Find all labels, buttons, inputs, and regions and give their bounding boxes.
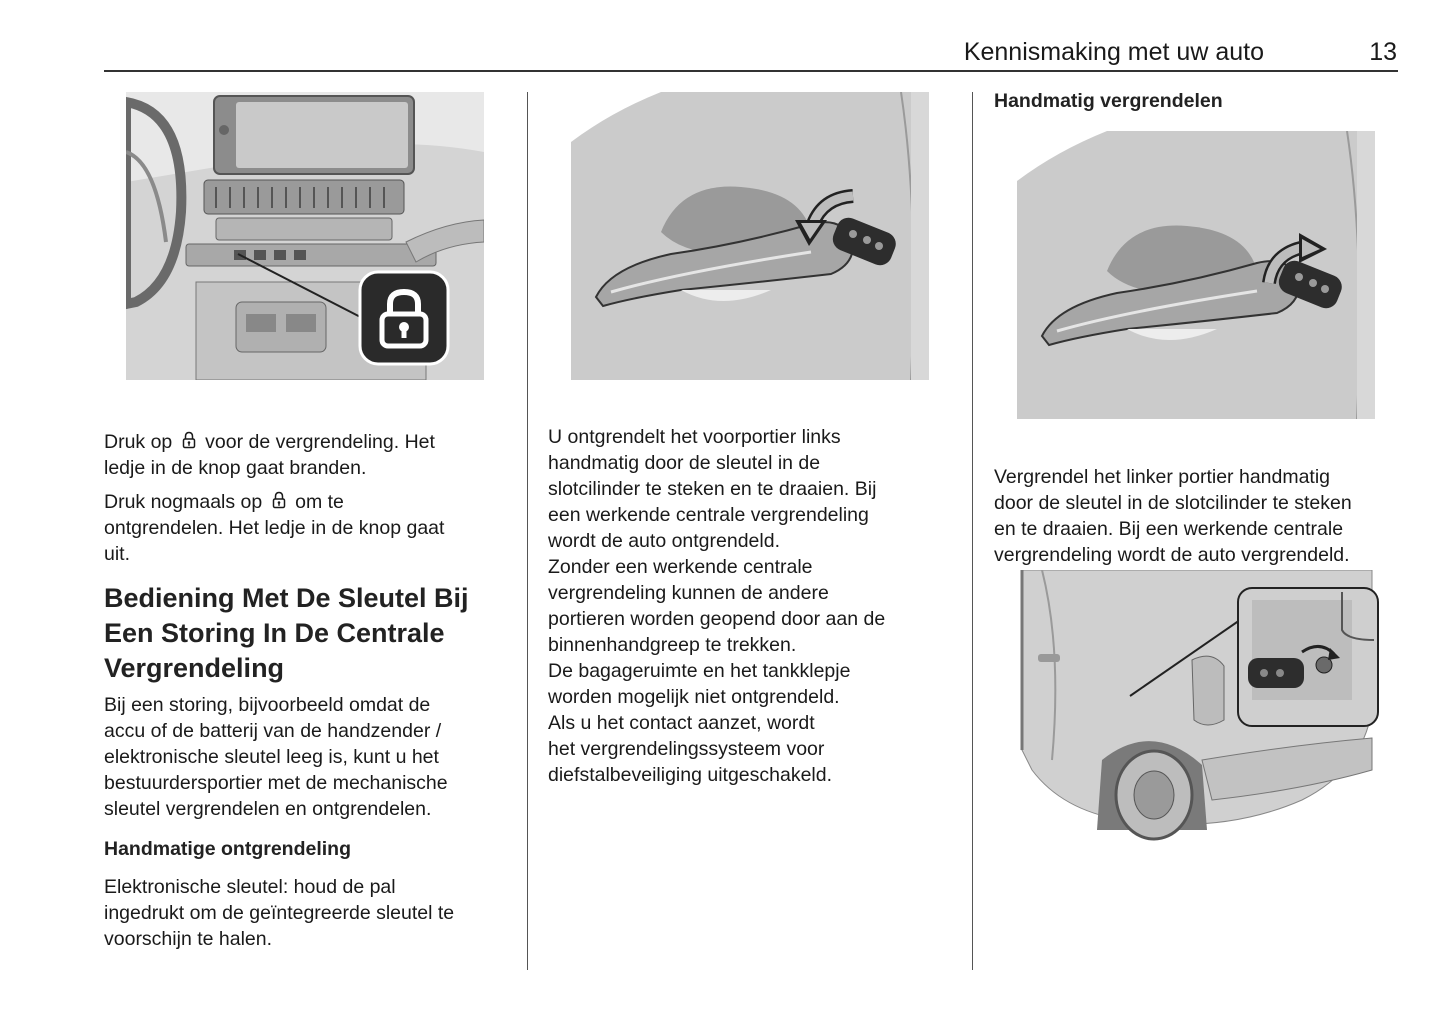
text-line: voorschijn te halen. (104, 928, 273, 950)
heading-line: Een Storing In De Centrale (104, 618, 445, 648)
text-line: portieren worden geopend door aan de (548, 608, 886, 630)
text-span: Druk nogmaals op (104, 491, 263, 513)
text-line: vergrendeling kunnen de andere (548, 582, 829, 604)
column-1-text (104, 429, 514, 952)
running-header-title: Kennismaking met uw auto (963, 38, 1264, 66)
text-line: sleutel vergrendelen en ontgrendelen. (104, 798, 432, 820)
subheading-manual-unlock: Handmatige ontgrendeling (104, 838, 352, 860)
text-line: worden mogelijk niet ontgrendeld. (548, 686, 840, 708)
text-line: Vergrendel het linker portier handmatig (994, 466, 1331, 488)
text-line: Zonder een werkende centrale (548, 556, 813, 578)
text-line: De bagageruimte en het tankklepje (548, 660, 851, 682)
text-span: voor de vergrendeling. Het (205, 431, 435, 453)
malfunction-para (104, 692, 514, 822)
text-line: vergrendeling wordt de auto vergrendeld. (994, 544, 1350, 566)
text-line: Als u het contact aanzet, wordt (548, 712, 815, 734)
text-line: diefstalbeveiliging uitgeschakeld. (548, 764, 833, 786)
text-line: U ontgrendelt het voorportier links (548, 426, 841, 448)
manual-unlock-para (548, 424, 958, 788)
text-span: uit. (104, 543, 131, 565)
text-line: en te draaien. Bij een werkende centrale (994, 518, 1344, 540)
header-rule (104, 70, 1398, 72)
lock-instruction-para (104, 429, 514, 481)
text-span: om te (295, 491, 344, 513)
heading-line: Bediening Met De Sleutel Bij (104, 583, 469, 613)
text-span: ontgrendelen. Het ledje in de knop gaat (104, 517, 445, 539)
text-line: bestuurdersportier met de mechanische (104, 772, 448, 794)
text-span: ledje in de knop gaat branden. (104, 457, 367, 479)
section-heading (104, 581, 514, 686)
column-divider-2 (972, 92, 973, 970)
text-line: Bij een storing, bijvoorbeeld omdat de (104, 694, 431, 716)
text-line: door de sleutel in de slotcilinder te steken (994, 492, 1352, 514)
text-line: het vergrendelingssysteem voor (548, 738, 825, 760)
manual-lock-para (994, 464, 1414, 568)
heading-line: Vergrendeling (104, 653, 285, 683)
column-divider-1 (527, 92, 528, 970)
text-line: elektronische sleutel leeg is, kunt u het (104, 746, 439, 768)
lock-icon (272, 491, 286, 509)
unlock-instruction-para (104, 489, 514, 567)
text-span: Druk op (104, 431, 173, 453)
text-line: wordt de auto ontgrendeld. (548, 530, 781, 552)
key-fob-icon (1269, 257, 1349, 317)
text-line: ingedrukt om de geïntegreerde sleutel te (104, 902, 455, 924)
key-fob-icon (823, 214, 903, 274)
lock-icon (182, 431, 196, 449)
text-line: Elektronische sleutel: houd de pal (104, 876, 396, 898)
subheading-manual-lock: Handmatig vergrendelen (994, 90, 1223, 112)
dashboard-lock-button-illustration (126, 92, 484, 380)
lock-icon (374, 286, 434, 352)
key-release-para (104, 874, 514, 952)
text-line: binnenhandgreep te trekken. (548, 634, 797, 656)
door-handle-unlock-illustration (571, 92, 929, 380)
column-2-text (548, 424, 958, 788)
text-line: een werkende centrale vergrendeling (548, 504, 869, 526)
text-line: accu of de batterij van de handzender / (104, 720, 442, 742)
page-number: 13 (1369, 38, 1397, 66)
text-line: slotcilinder te steken en te draaien. Bij (548, 478, 877, 500)
door-handle-lock-illustration (1017, 131, 1375, 419)
column-3-text (994, 464, 1414, 568)
van-rear-lock-illustration (1002, 570, 1382, 842)
text-line: handmatig door de sleutel in de (548, 452, 821, 474)
